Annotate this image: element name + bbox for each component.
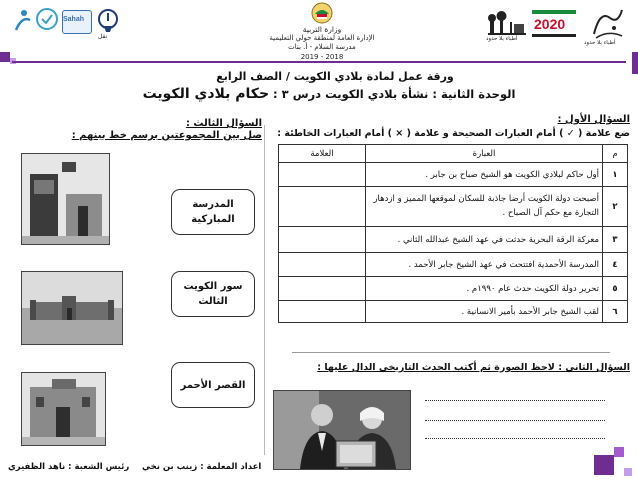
kuwait-2020-text: 2020	[534, 16, 566, 32]
label-mubarakiya-school[interactable]: المدرسة المباركية	[171, 189, 255, 235]
q2-heading: السؤال الثاني : لاحظ الصورة ثم أكتب الحدث التاريخي الدال عليها :	[317, 362, 630, 373]
row-number: ٤	[603, 253, 628, 277]
red-palace-photo-icon	[22, 373, 105, 445]
q1-instruction: ضع علامة ( ✓ ) أمام العبارات الصحيحة و علامة ( × ) أمام العبارات الخاطئة :	[277, 128, 630, 139]
corner-accent-bottom-right-light	[624, 468, 632, 476]
q2-answer-line-2[interactable]	[425, 420, 605, 421]
row-statement: لقب الشيخ جابر الأحمد بأمير الانسانية .	[366, 301, 603, 323]
label-kuwait-third-wall[interactable]: سور الكويت الثالث	[171, 271, 255, 317]
col-mark-header: العلامة	[279, 145, 366, 163]
left-logo-a	[95, 8, 121, 42]
row-number: ١	[603, 163, 628, 187]
q1-table-header	[279, 145, 628, 163]
left-logo-d	[12, 8, 34, 38]
calligraphy-logo-icon	[588, 4, 628, 44]
answer-cell[interactable]	[279, 163, 366, 187]
right-logo-caption: أطباء بلا حدود	[584, 40, 616, 46]
school-building-photo-icon	[22, 154, 109, 244]
q3-photo-2	[21, 271, 123, 345]
q3-photo-3	[21, 372, 106, 446]
header-divider	[12, 61, 626, 63]
answer-cell[interactable]	[279, 187, 366, 227]
table-row	[279, 277, 628, 301]
directorate-name: الإدارة العامة لمنطقة حولي التعليمية	[269, 34, 375, 42]
label-red-palace[interactable]: القصر الأحمر	[171, 362, 255, 408]
q2-photo	[273, 390, 411, 470]
figure-logo-icon	[12, 8, 34, 34]
answer-cell[interactable]	[279, 227, 366, 253]
left-logo-c	[36, 8, 58, 38]
col-statement-header: العبارة	[366, 145, 603, 163]
leaders-photo-icon	[274, 391, 410, 469]
kuwait-emblem-icon	[311, 2, 333, 24]
department-head: رئيس الشعبة : ناهد الظفيري	[8, 462, 130, 472]
right-calligraphy-logo	[584, 4, 628, 46]
unit-label: الوحدة الثانية : نشأة بلادي الكويت درس ٣ :	[273, 87, 516, 101]
school-name: مدرسة السلام - أ. بنات	[288, 43, 356, 51]
teacher-name: اعداد المعلمة : زينب بن نخي	[142, 462, 262, 472]
answer-cell[interactable]	[279, 301, 366, 323]
q1-heading: السؤال الأول :	[557, 114, 630, 125]
mid-logo-caption: أطباء بلا حدود	[486, 36, 518, 42]
corner-accent-right-edge	[632, 52, 638, 74]
row-number: ٦	[603, 301, 628, 323]
table-row	[279, 253, 628, 277]
row-number: ٥	[603, 277, 628, 301]
section-divider	[264, 125, 265, 455]
wall-photo-icon	[22, 272, 122, 344]
skyline-logo	[486, 6, 528, 44]
table-row	[279, 187, 628, 227]
corner-accent-top-left	[0, 52, 10, 62]
table-row	[279, 301, 628, 323]
col-num-header: م	[603, 145, 628, 163]
q3-heading: السؤال الثالث :	[185, 118, 262, 129]
corner-accent-bottom-right	[594, 455, 614, 475]
lesson-title: حكام بلادي الكويت	[142, 86, 270, 102]
table-row	[279, 227, 628, 253]
school-year: 2019 - 2018	[300, 53, 344, 61]
table-row	[279, 163, 628, 187]
answer-cell[interactable]	[279, 277, 366, 301]
q3-photo-1	[21, 153, 110, 245]
row-statement: تحرير دولة الكويت حدث عام ١٩٩٠م .	[366, 277, 603, 301]
left-logo-b-caption: Sahah	[63, 16, 85, 23]
ministry-name: وزارة التربية	[302, 25, 342, 34]
left-logo-b	[62, 8, 90, 42]
answer-cell[interactable]	[279, 253, 366, 277]
q3-instruction: صل بين المجموعتين برسم خط بينهم :	[71, 130, 262, 141]
row-number: ٣	[603, 227, 628, 253]
kuwait-2020-logo	[532, 10, 576, 40]
left-logo-a-caption: نقل	[98, 33, 108, 40]
shield-badge-icon	[36, 8, 58, 34]
row-statement: أصبحت دولة الكويت أرضا جاذبة للسكان لموقعها المميز و ازدهار التجارة مع حكم آل الصباح .	[366, 187, 603, 227]
row-statement: معركة الرقة البحرية حدثت في عهد الشيخ عبدالله الثاني .	[366, 227, 603, 253]
kuwait-towers-icon	[486, 6, 528, 36]
unit-lesson-line	[140, 86, 518, 102]
row-statement: المدرسة الأحمدية افتتحت في عهد الشيخ جابر الأحمد .	[366, 253, 603, 277]
q2-answer-line-1[interactable]	[425, 400, 605, 401]
lamp-logo-icon	[95, 8, 121, 34]
q1-q2-divider	[292, 352, 610, 353]
q2-answer-line-3[interactable]	[425, 438, 605, 439]
corner-accent-bottom-right-mid	[614, 447, 624, 457]
row-statement: أول حاكم لبلادي الكويت هو الشيخ صباح بن جابر .	[366, 163, 603, 187]
q1-table	[278, 144, 628, 323]
row-number: ٢	[603, 187, 628, 227]
worksheet-title: ورقة عمل لمادة بلادي الكويت / الصف الرابع	[216, 70, 454, 83]
